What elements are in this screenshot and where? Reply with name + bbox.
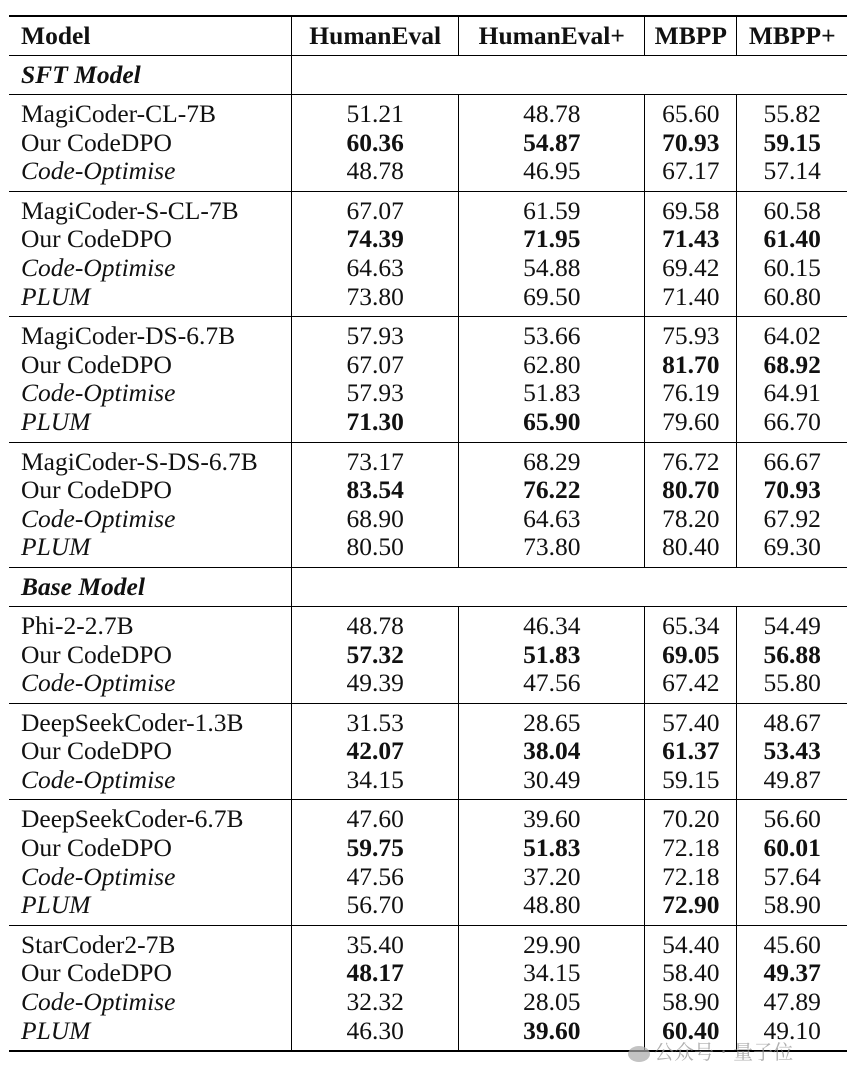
score-humaneval: 59.75	[292, 834, 459, 863]
score-humaneval-plus: 54.88	[459, 254, 645, 283]
score-mbpp-plus: 60.80	[737, 283, 847, 317]
table-row	[9, 225, 847, 254]
model-name: Our CodeDPO	[21, 958, 172, 988]
score-mbpp: 75.93	[645, 317, 737, 351]
score-mbpp: 54.40	[645, 925, 737, 959]
section-title: SFT Model	[21, 60, 141, 89]
score-humaneval: 64.63	[292, 254, 459, 283]
header-row	[9, 16, 847, 56]
model-name: PLUM	[21, 890, 91, 920]
table-row	[9, 669, 847, 703]
table-row	[9, 606, 847, 640]
score-humaneval-plus: 51.83	[459, 641, 645, 670]
model-name: Our CodeDPO	[21, 224, 172, 254]
model-name: Our CodeDPO	[21, 475, 172, 505]
score-humaneval-plus: 65.90	[459, 408, 645, 442]
header-mbpp: MBPP	[645, 16, 737, 56]
model-name: Code-Optimise	[21, 668, 176, 698]
score-humaneval: 67.07	[292, 191, 459, 225]
score-humaneval-plus: 71.95	[459, 225, 645, 254]
score-humaneval: 47.60	[292, 800, 459, 834]
score-humaneval: 32.32	[292, 988, 459, 1017]
model-name: Our CodeDPO	[21, 639, 172, 669]
score-humaneval: 80.50	[292, 533, 459, 567]
score-mbpp: 78.20	[645, 505, 737, 534]
score-humaneval: 56.70	[292, 891, 459, 925]
wechat-icon	[628, 1046, 650, 1062]
score-mbpp: 72.90	[645, 891, 737, 925]
header-mbpp-plus: MBPP+	[737, 16, 847, 56]
table-row	[9, 863, 847, 892]
table-row	[9, 505, 847, 534]
model-name: DeepSeekCoder-1.3B	[21, 707, 244, 737]
table-row	[9, 476, 847, 505]
score-humaneval-plus: 62.80	[459, 351, 645, 380]
score-humaneval-plus: 46.95	[459, 157, 645, 191]
score-mbpp: 69.42	[645, 254, 737, 283]
score-humaneval-plus: 39.60	[459, 1017, 645, 1052]
score-mbpp-plus: 55.80	[737, 669, 847, 703]
score-humaneval: 67.07	[292, 351, 459, 380]
table-row	[9, 351, 847, 380]
header-humaneval: HumanEval	[292, 16, 459, 56]
model-name: Our CodeDPO	[21, 736, 172, 766]
model-name: PLUM	[21, 532, 91, 562]
table-row	[9, 129, 847, 158]
table-row	[9, 737, 847, 766]
score-humaneval-plus: 68.29	[459, 442, 645, 476]
score-mbpp-plus: 56.88	[737, 641, 847, 670]
score-mbpp-plus: 56.60	[737, 800, 847, 834]
table-row	[9, 379, 847, 408]
score-mbpp-plus: 59.15	[737, 129, 847, 158]
model-name: Code-Optimise	[21, 252, 176, 282]
score-mbpp-plus: 57.64	[737, 863, 847, 892]
score-humaneval-plus: 29.90	[459, 925, 645, 959]
score-mbpp-plus: 57.14	[737, 157, 847, 191]
score-humaneval-plus: 51.83	[459, 834, 645, 863]
table-row	[9, 533, 847, 567]
score-mbpp: 80.70	[645, 476, 737, 505]
model-name: Code-Optimise	[21, 378, 176, 408]
table-row	[9, 283, 847, 317]
model-name: Code-Optimise	[21, 503, 176, 533]
table-row	[9, 95, 847, 129]
score-mbpp: 69.58	[645, 191, 737, 225]
model-name: PLUM	[21, 1015, 91, 1045]
score-mbpp-plus: 68.92	[737, 351, 847, 380]
score-humaneval-plus: 54.87	[459, 129, 645, 158]
score-mbpp: 69.05	[645, 641, 737, 670]
score-humaneval: 57.32	[292, 641, 459, 670]
score-humaneval: 48.17	[292, 959, 459, 988]
score-mbpp-plus: 54.49	[737, 606, 847, 640]
score-humaneval-plus: 73.80	[459, 533, 645, 567]
model-name: Code-Optimise	[21, 764, 176, 794]
score-mbpp: 71.43	[645, 225, 737, 254]
score-mbpp-plus: 49.10	[737, 1017, 847, 1052]
table-row	[9, 800, 847, 834]
score-mbpp: 58.40	[645, 959, 737, 988]
score-humaneval: 60.36	[292, 129, 459, 158]
score-humaneval-plus: 47.56	[459, 669, 645, 703]
score-humaneval-plus: 38.04	[459, 737, 645, 766]
score-humaneval: 34.15	[292, 766, 459, 800]
table-row	[9, 254, 847, 283]
score-mbpp: 80.40	[645, 533, 737, 567]
score-humaneval-plus: 34.15	[459, 959, 645, 988]
results-table	[9, 15, 847, 1052]
section-title: Base Model	[21, 571, 145, 601]
score-mbpp-plus: 66.70	[737, 408, 847, 442]
score-mbpp: 60.40	[645, 1017, 737, 1052]
score-humaneval-plus: 48.80	[459, 891, 645, 925]
score-humaneval-plus: 28.65	[459, 703, 645, 737]
model-name: Our CodeDPO	[21, 833, 172, 863]
table-row	[9, 191, 847, 225]
score-mbpp-plus: 64.91	[737, 379, 847, 408]
header-humaneval-plus: HumanEval+	[459, 16, 645, 56]
score-humaneval: 51.21	[292, 95, 459, 129]
score-mbpp: 72.18	[645, 863, 737, 892]
score-mbpp: 65.34	[645, 606, 737, 640]
table-row	[9, 703, 847, 737]
score-humaneval: 49.39	[292, 669, 459, 703]
score-mbpp-plus: 53.43	[737, 737, 847, 766]
score-humaneval-plus: 51.83	[459, 379, 645, 408]
score-humaneval-plus: 61.59	[459, 191, 645, 225]
score-mbpp-plus: 58.90	[737, 891, 847, 925]
score-humaneval: 42.07	[292, 737, 459, 766]
score-mbpp-plus: 55.82	[737, 95, 847, 129]
table-row	[9, 317, 847, 351]
watermark	[628, 1036, 793, 1065]
score-humaneval: 68.90	[292, 505, 459, 534]
score-humaneval-plus: 28.05	[459, 988, 645, 1017]
score-mbpp-plus: 64.02	[737, 317, 847, 351]
header-model: Model	[21, 21, 91, 50]
score-mbpp: 70.93	[645, 129, 737, 158]
table-row	[9, 766, 847, 800]
score-mbpp: 81.70	[645, 351, 737, 380]
score-mbpp-plus: 70.93	[737, 476, 847, 505]
model-name: Code-Optimise	[21, 861, 176, 891]
score-humaneval-plus: 37.20	[459, 863, 645, 892]
table-row	[9, 641, 847, 670]
section-spacer	[292, 56, 848, 95]
table-row	[9, 891, 847, 925]
score-mbpp-plus: 48.67	[737, 703, 847, 737]
score-mbpp-plus: 60.01	[737, 834, 847, 863]
score-humaneval-plus: 69.50	[459, 283, 645, 317]
score-humaneval: 31.53	[292, 703, 459, 737]
section-row	[9, 567, 847, 606]
score-humaneval: 73.17	[292, 442, 459, 476]
watermark-text: 公众号 · 量子位	[654, 1040, 794, 1064]
model-name: PLUM	[21, 281, 91, 311]
score-mbpp: 58.90	[645, 988, 737, 1017]
model-name: DeepSeekCoder-6.7B	[21, 804, 244, 834]
section-spacer	[292, 567, 848, 606]
score-mbpp-plus: 47.89	[737, 988, 847, 1017]
score-mbpp: 57.40	[645, 703, 737, 737]
score-humaneval: 74.39	[292, 225, 459, 254]
model-name: Our CodeDPO	[21, 127, 172, 157]
model-name: MagiCoder-CL-7B	[21, 99, 216, 128]
model-name: PLUM	[21, 406, 91, 436]
table-row	[9, 925, 847, 959]
table-body	[9, 56, 847, 1052]
score-humaneval-plus: 53.66	[459, 317, 645, 351]
score-humaneval-plus: 76.22	[459, 476, 645, 505]
score-humaneval-plus: 46.34	[459, 606, 645, 640]
score-mbpp: 71.40	[645, 283, 737, 317]
score-mbpp: 67.42	[645, 669, 737, 703]
score-humaneval: 35.40	[292, 925, 459, 959]
score-mbpp: 76.72	[645, 442, 737, 476]
score-humaneval: 73.80	[292, 283, 459, 317]
score-humaneval: 57.93	[292, 379, 459, 408]
model-name: Code-Optimise	[21, 156, 176, 186]
score-humaneval: 71.30	[292, 408, 459, 442]
table-row	[9, 157, 847, 191]
score-mbpp: 67.17	[645, 157, 737, 191]
score-mbpp: 59.15	[645, 766, 737, 800]
score-humaneval: 83.54	[292, 476, 459, 505]
score-mbpp-plus: 45.60	[737, 925, 847, 959]
score-humaneval-plus: 30.49	[459, 766, 645, 800]
score-humaneval-plus: 64.63	[459, 505, 645, 534]
score-humaneval: 48.78	[292, 157, 459, 191]
score-humaneval-plus: 39.60	[459, 800, 645, 834]
score-mbpp: 72.18	[645, 834, 737, 863]
score-mbpp: 79.60	[645, 408, 737, 442]
model-name: MagiCoder-DS-6.7B	[21, 321, 236, 351]
table-row	[9, 408, 847, 442]
score-mbpp-plus: 49.37	[737, 959, 847, 988]
score-humaneval-plus: 48.78	[459, 95, 645, 129]
score-mbpp-plus: 67.92	[737, 505, 847, 534]
table-row	[9, 834, 847, 863]
score-mbpp-plus: 69.30	[737, 533, 847, 567]
model-name: Code-Optimise	[21, 987, 176, 1017]
score-mbpp-plus: 66.67	[737, 442, 847, 476]
table-row	[9, 988, 847, 1017]
model-name: MagiCoder-S-DS-6.7B	[21, 446, 258, 476]
score-humaneval: 57.93	[292, 317, 459, 351]
model-name: Our CodeDPO	[21, 349, 172, 379]
score-mbpp: 65.60	[645, 95, 737, 129]
section-row	[9, 56, 847, 95]
score-mbpp-plus: 60.15	[737, 254, 847, 283]
score-humaneval: 48.78	[292, 606, 459, 640]
score-mbpp-plus: 61.40	[737, 225, 847, 254]
table-row	[9, 442, 847, 476]
score-mbpp: 61.37	[645, 737, 737, 766]
score-mbpp-plus: 49.87	[737, 766, 847, 800]
score-humaneval: 47.56	[292, 863, 459, 892]
table-row	[9, 959, 847, 988]
score-mbpp: 76.19	[645, 379, 737, 408]
model-name: MagiCoder-S-CL-7B	[21, 195, 239, 225]
score-mbpp: 70.20	[645, 800, 737, 834]
model-name: Phi-2-2.7B	[21, 610, 134, 640]
score-mbpp-plus: 60.58	[737, 191, 847, 225]
model-name: StarCoder2-7B	[21, 929, 176, 959]
score-humaneval: 46.30	[292, 1017, 459, 1052]
